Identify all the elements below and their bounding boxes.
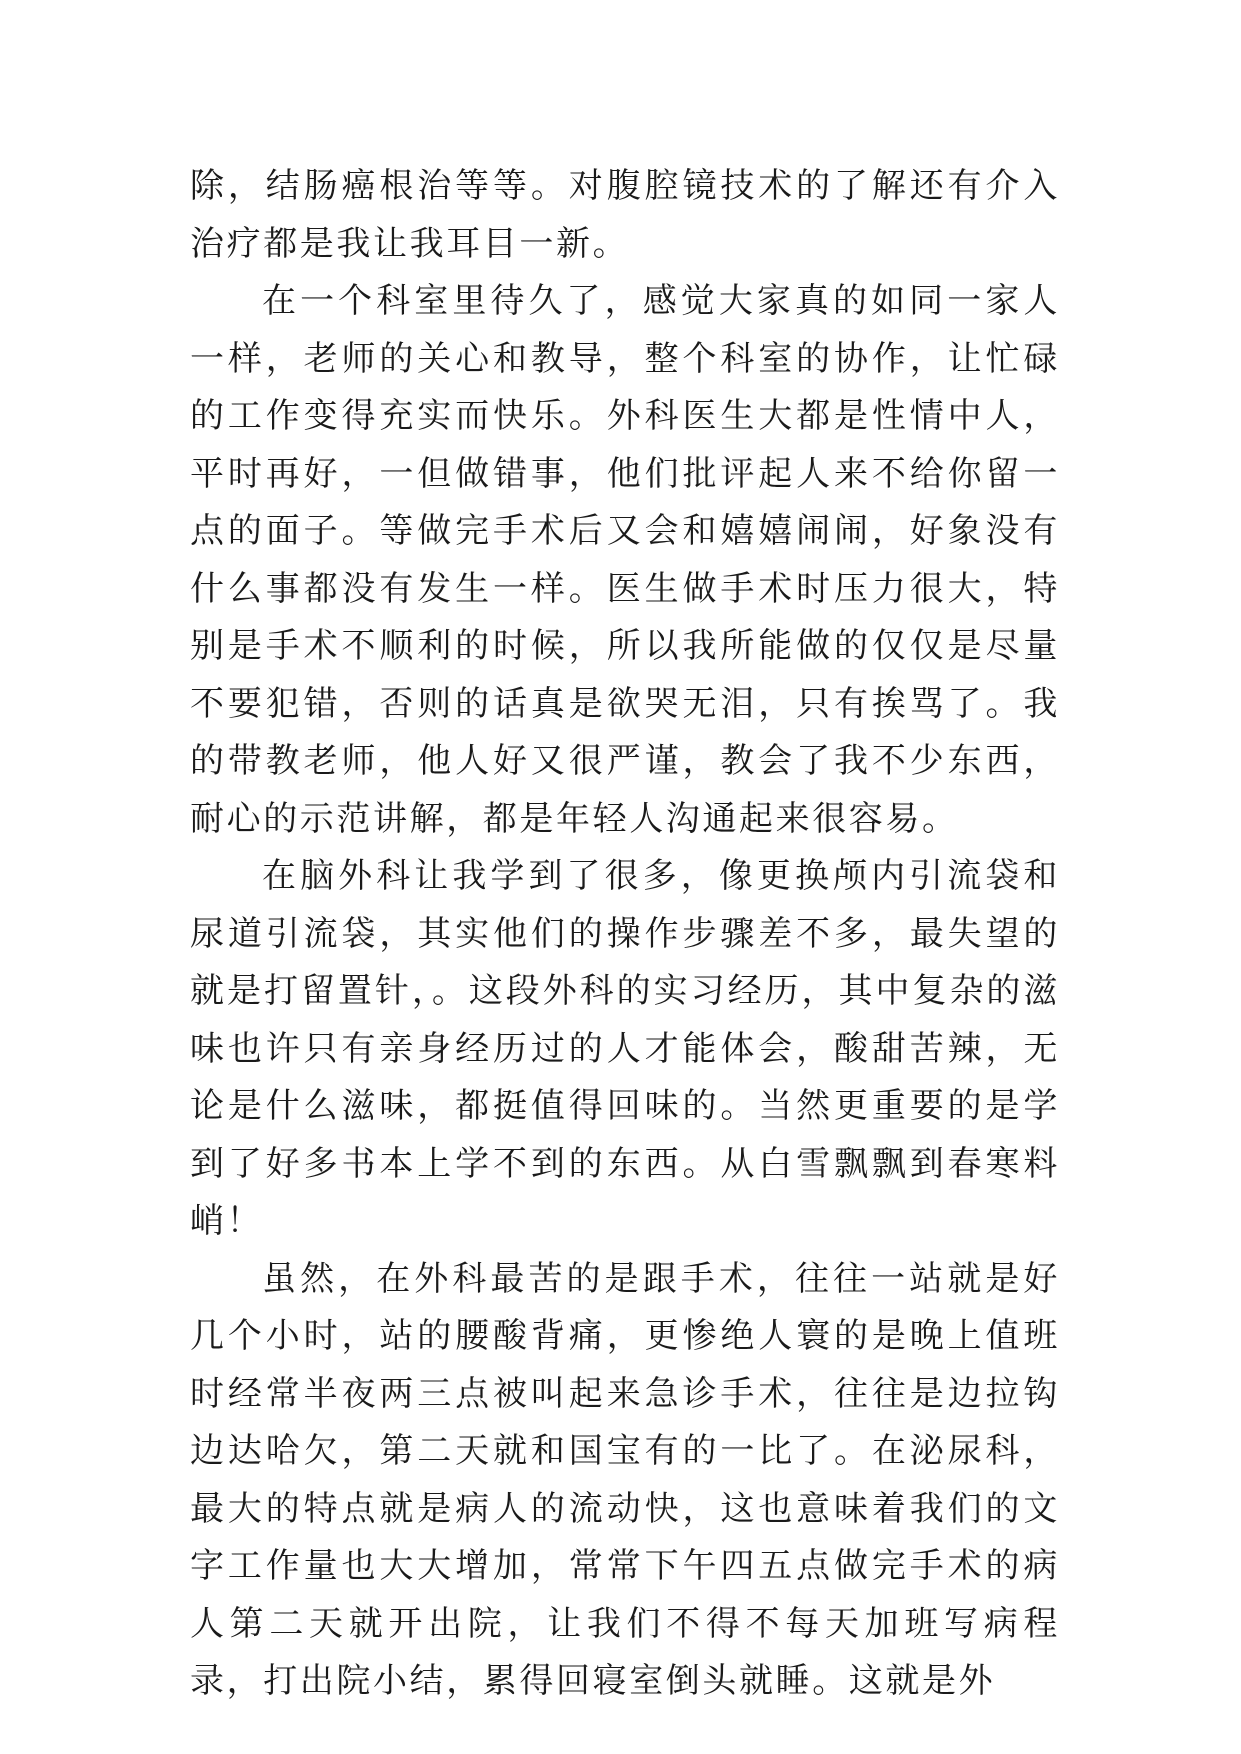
paragraph-2: 在一个科室里待久了，感觉大家真的如同一家人一样，老师的关心和教导，整个科室的协作，让忙碌的工作变得充实而快乐。外科医生大都是性情中人，平时再好，一但做错事，他们批评起人来不给你留一点的面子。等做完手术后又会和嬉嬉闹闹，好象没有什么事都没有发生一样。医生做手术时压力很大，特别是手术不顺利的时候，所以我所能做的仅仅是尽量不要犯错，否则的话真是欲哭无泪，只有挨骂了。我的带教老师，他人好又很严谨，教会了我不少东西，耐心的示范讲解，都是年轻人沟通起来很容易。: [190, 281, 1060, 839]
paragraph-4: 虽然，在外科最苦的是跟手术，往往一站就是好几个小时，站的腰酸背痛，更惨绝人寰的是晚上值班时经常半夜两三点被叫起来急诊手术，往往是边拉钩边达哈欠，第二天就和国宝有的一比了。在泌尿科，最大的特点就是病人的流动快，这也意味着我们的文字工作量也大大增加，常常下午四五点做完手术的病人第二天就开出院，让我们不得不每天加班写病程录，打出院小结，累得回寝室倒头就睡。这就是外: [190, 1258, 1060, 1701]
paragraph-3: 在脑外科让我学到了很多，像更换颅内引流袋和尿道引流袋，其实他们的操作步骤差不多，最失望的就是打留置针，。这段外科的实习经历，其中复杂的滋味也许只有亲身经历过的人才能体会，酸甜苦辣，无论是什么滋味，都挺值得回味的。当然更重要的是学到了好多书本上学不到的东西。从白雪飘飘到春寒料峭！: [190, 856, 1060, 1241]
document-body: [190, 158, 1060, 1711]
paragraph-1: 除，结肠癌根治等等。对腹腔镜技术的了解还有介入治疗都是我让我耳目一新。: [190, 166, 1060, 264]
